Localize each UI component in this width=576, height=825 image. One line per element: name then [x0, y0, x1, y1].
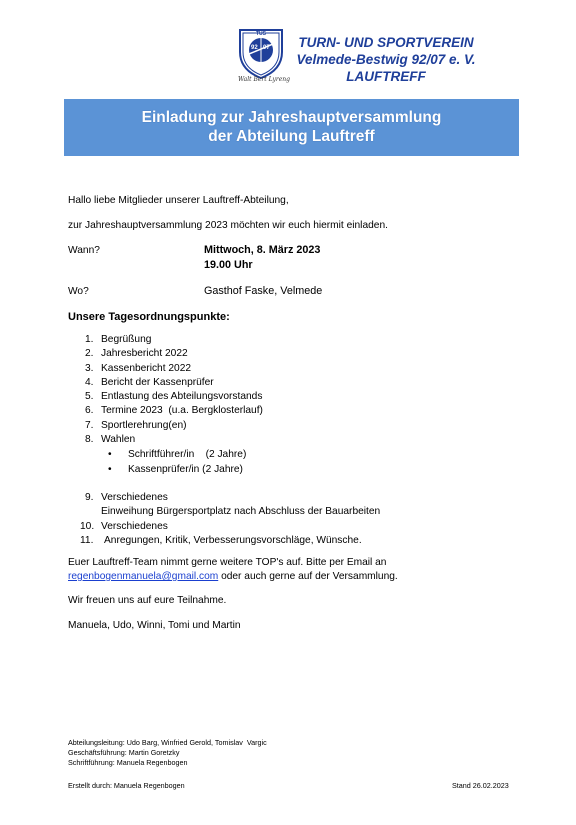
logo-year-left: 92: [251, 45, 258, 51]
agenda-item: [68, 404, 488, 418]
agenda-item-number: 5.: [85, 391, 94, 403]
agenda-item-text: Termine 2023 (u.a. Bergklosterlauf): [101, 405, 263, 417]
club-name-line3: LAUFTREFF: [346, 69, 426, 84]
when-date: Mittwoch, 8. März 2023: [204, 244, 321, 256]
agenda-item-number: 11.: [80, 534, 94, 546]
agenda-item: [68, 376, 488, 390]
signature: Manuela, Udo, Winni, Tomi und Martin: [68, 620, 241, 631]
agenda-item-number: 6.: [85, 405, 94, 417]
closing: Wir freuen uns auf eure Teilnahme.: [68, 595, 227, 606]
when-label: Wann?: [68, 245, 100, 256]
email-link[interactable]: regenbogenmanuela@gmail.com: [68, 571, 219, 582]
banner-line1: Einladung zur Jahreshauptversammlung: [141, 109, 442, 126]
agenda-item-text: Jahresbericht 2022: [101, 348, 188, 360]
agenda-title: Unsere Tagesordnungspunkte:: [68, 311, 230, 323]
agenda-list-continued: [68, 491, 508, 548]
wahlen-subitem: [68, 448, 488, 462]
agenda-item: [68, 433, 488, 447]
agenda-item: [68, 534, 508, 548]
top-request-rest: oder auch gerne auf der Versammlung.: [218, 571, 398, 582]
footer-date: Stand 26.02.2023: [452, 781, 509, 790]
logo-top-text: TUS: [256, 31, 266, 37]
agenda-item-number: 3.: [85, 362, 94, 374]
agenda-item: [68, 347, 488, 361]
agenda-item-number: 9.: [85, 492, 94, 503]
agenda-item-number: 2.: [85, 348, 94, 360]
agenda-item: [68, 520, 508, 534]
intro: zur Jahreshauptversammlung 2023 möchten wir euch hiermit einladen.: [68, 220, 388, 231]
top-request-line2: [68, 570, 398, 584]
footer-management: [68, 738, 267, 768]
logo-signature: Walt Bert Lyreng: [238, 76, 290, 83]
agenda-item-number: 7.: [85, 419, 94, 431]
top-request: Euer Lauftreff-Team nimmt gerne weitere TOP's auf. Bitte per Email an: [68, 557, 387, 568]
agenda-item-number: 4.: [85, 376, 94, 388]
agenda-item-number: 8.: [85, 434, 94, 446]
when-time: 19.00 Uhr: [204, 259, 253, 271]
agenda-item-number: 10.: [80, 520, 95, 532]
agenda-item: [68, 390, 488, 404]
agenda-item-text: Begrüßung: [101, 334, 152, 345]
agenda-item-text: Verschiedenes: [101, 492, 168, 503]
agenda-item: [68, 362, 488, 376]
agenda-item-sub: [68, 505, 508, 519]
wahlen-subitem: [68, 463, 488, 477]
agenda-item-number: 1.: [85, 334, 94, 345]
greeting: Hallo liebe Mitglieder unserer Lauftreff-Abteilung,: [68, 195, 289, 206]
where-value: Gasthof Faske, Velmede: [204, 285, 323, 297]
agenda-item: [68, 419, 488, 433]
title-banner: [64, 99, 519, 156]
footer-line2: Geschäftsführung: Martin Goretzky: [68, 748, 180, 757]
agenda-item-text: Wahlen: [101, 434, 136, 446]
banner-line2: der Abteilung Lauftreff: [208, 128, 375, 145]
club-name-line2: Velmede-Bestwig 92/07 e. V.: [296, 52, 476, 67]
logo-year-right: 07: [263, 45, 270, 51]
agenda-list: [68, 333, 488, 477]
club-name: [266, 34, 506, 85]
wahlen-subitem-text: Kassenprüfer/in (2 Jahre): [128, 463, 243, 475]
wahlen-subitem-text: Schriftführer/in (2 Jahre): [128, 449, 247, 461]
agenda-item-text: Sportlerehrung(en): [101, 419, 187, 431]
footer-line1: Abteilungsleitung: Udo Barg, Winfried Gerold, Tomislav Vargic: [68, 738, 267, 747]
where-label: Wo?: [68, 286, 89, 297]
footer-created: Erstellt durch: Manuela Regenbogen: [68, 781, 185, 790]
club-name-line1: TURN- UND SPORTVEREIN: [298, 35, 474, 50]
agenda-item-text: Kassenbericht 2022: [101, 362, 192, 374]
agenda-item-text: Verschiedenes: [101, 520, 168, 532]
agenda-item: [68, 333, 488, 347]
footer-line3: Schriftführung: Manuela Regenbogen: [68, 758, 188, 767]
agenda-item-subtext: Einweihung Bürgersportplatz nach Abschluss der Bauarbeiten: [101, 506, 381, 518]
agenda-item: [68, 491, 508, 505]
agenda-item-text: Bericht der Kassenprüfer: [101, 376, 214, 388]
agenda-item-text: Anregungen, Kritik, Verbesserungsvorschläge, Wünsche.: [104, 534, 362, 546]
agenda-item-text: Entlastung des Abteilungsvorstands: [101, 391, 263, 403]
